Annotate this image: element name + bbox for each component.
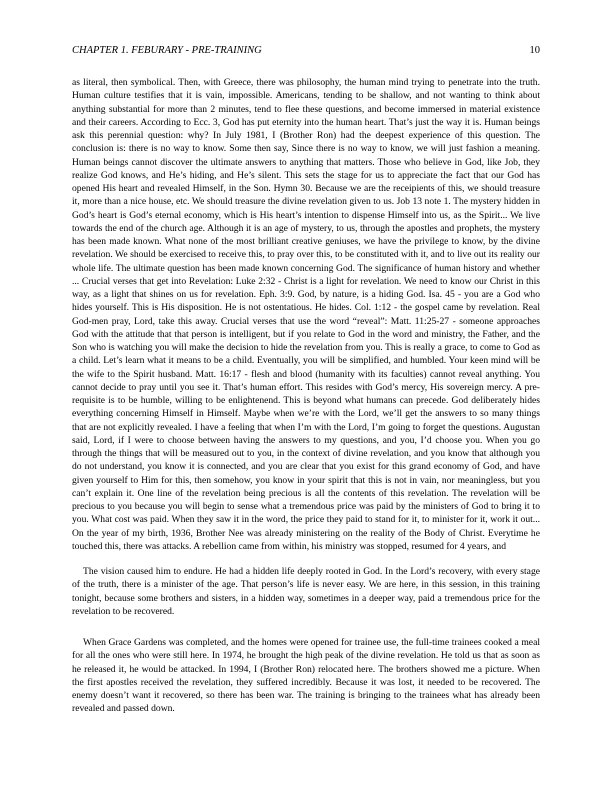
paragraph-3: When Grace Gardens was completed, and the homes were opened for trainee use, the full-time trainees cooked a meal for all the ones who were still here. In 1974, he brought the high peak of the divine revelation. He told us that as soon as he released it, he would be attacked. In 1994, I (Brother Ron) relocated here. The brothers showed me a picture. When the first apostles received the revelation, they suffered incredibly. Because it was lost, it needed to be recovered. The enemy doesn’t want it recovered, so there has been war. The training is bringing to the trainees what has already been revealed and passed down. xyxy=(72,637,540,715)
paragraph-2: The vision caused him to endure. He had a hidden life deeply rooted in God. In the Lord’s recovery, with every stage of the truth, there is a minister of the age. That person’s life is never easy. We are here, in this session, in this training tonight, because some brothers and sisters, in a hidden way, sometimes in a deeper way, paid a tremendous price for the revelation to be recovered. xyxy=(72,566,540,617)
running-header xyxy=(72,44,540,58)
chapter-title: CHAPTER 1. FEBURARY - PRE-TRAINING xyxy=(72,45,262,56)
page-number: 10 xyxy=(529,45,540,56)
body-text xyxy=(72,76,540,716)
paragraph-1: as literal, then symbolical. Then, with Greece, there was philosophy, the human mind trying to penetrate into the truth. Human culture testifies that it is vain, impossible. Americans, tending to be shallow, and not wanting to think about anything substantial for more than 2 minutes, tend to flee these questions, and become immersed in material existence and their careers. According to Ecc. 3, God has put eternity into the human heart. That’s just the way it is. Human beings ask this perennial question: why? In July 1981, I (Brother Ron) had the deepest experience of this question. The conclusion is: there is no way to know. Some then say, Since there is no way to know, we will just fashion a meaning. Human beings cannot discover the ultimate answers to anything that matters. Those who believe in God, like Job, they realize God knows, and He’s hiding, and He’s silent. This sets the stage for us to appreciate the fact that our God has opened His heart and revealed Himself, in the Son. Hymn 30. Because we are the receipients of this, we should treasure it, more than a nice house, etc. We should treasure the divine revelation given to us. Job 13 note 1. The mystery hidden in God’s heart is God’s eternal economy, which is His heart’s intention to dispense Himself into us, as the Spirit... We live towards the end of the church age. Although it is an age of mystery, to us, through the apostles and prophets, the mystery has been made known. What none of the most brilliant creative geniuses, we have the privilege to know, by the divine revelation. We should be exercised to receive this, to pray over this, to be constituted with it, and to live out its reality our whole life. The ultimate question has been made known concerning God. The significance of human history and whether ... Crucial verses that get into Revelation: Luke 2:32 - Christ is a light for revelation. We need to know our Christ in this way, as a light that shines on us for revelation. Eph. 3:9. God, by nature, is a hiding God. Isa. 45 - you are a God who hides yourself. This is His disposition. He is not ostentatious. He hides. Col. 1:12 - the gospel came by revelation. Real God-men pray, Lord, take this away. Crucial verses that use the word “reveal”: Matt. 11:25-27 - someone approaches God with the attitude that that person is intelligent, but if you relate to God in the word and ministry, the Father, and the Son who is watching you will make the decision to hide the revelation from you. This is really a grace, to come to God as a child. Let’s learn what it means to be a child. Eventually, you will be simplified, and humbled. Your keen mind will be the wife to the Spirit husband. Matt. 16:17 - flesh and blood (humanity with its faculties) cannot reveal anything. You cannot decide to pray until you see it. That’s human effort. This resides with God’s mercy, His sovereign mercy. A pre-requisite is to be humble, willing to be enlightenend. This is beyond what humans can precede. God deliberately hides everything concerning Himself in Himself. Maybe when we’re with the Lord, we’ll get the answers to so many things that are not explicitly revealed. I have a feeling that when I’m with the Lord, I’m going to forget the questions. Augustan said, Lord, if I were to choose between having the answers to my questions, and you, I’d choose you. When you go through the things that will be measured out to you, in the context of divine revelation, and you know that although you do not understand, you know it is connected, and you are clear that you exist for this grand economy of God, and have given yourself to Him for this, then somehow, you know in your spirit that this is not in vain, nor meaningless, but you can’t explain it. One line of the revelation being precious is all the contents of this revelation. The revelation will be precious to you because you will begin to sense what a tremendous price was paid by the ministers of God to bring it to you. What cost was paid. When they saw it in the word, the price they paid to stand for it, to minister for it, work it out... On the year of my birth, 1936, Brother Nee was already ministering on the reality of the Body of Christ. Everytime he touched this, there was attacks. A rebellion came from within, his ministry was stopped, resumed for 4 years, and xyxy=(72,77,540,552)
